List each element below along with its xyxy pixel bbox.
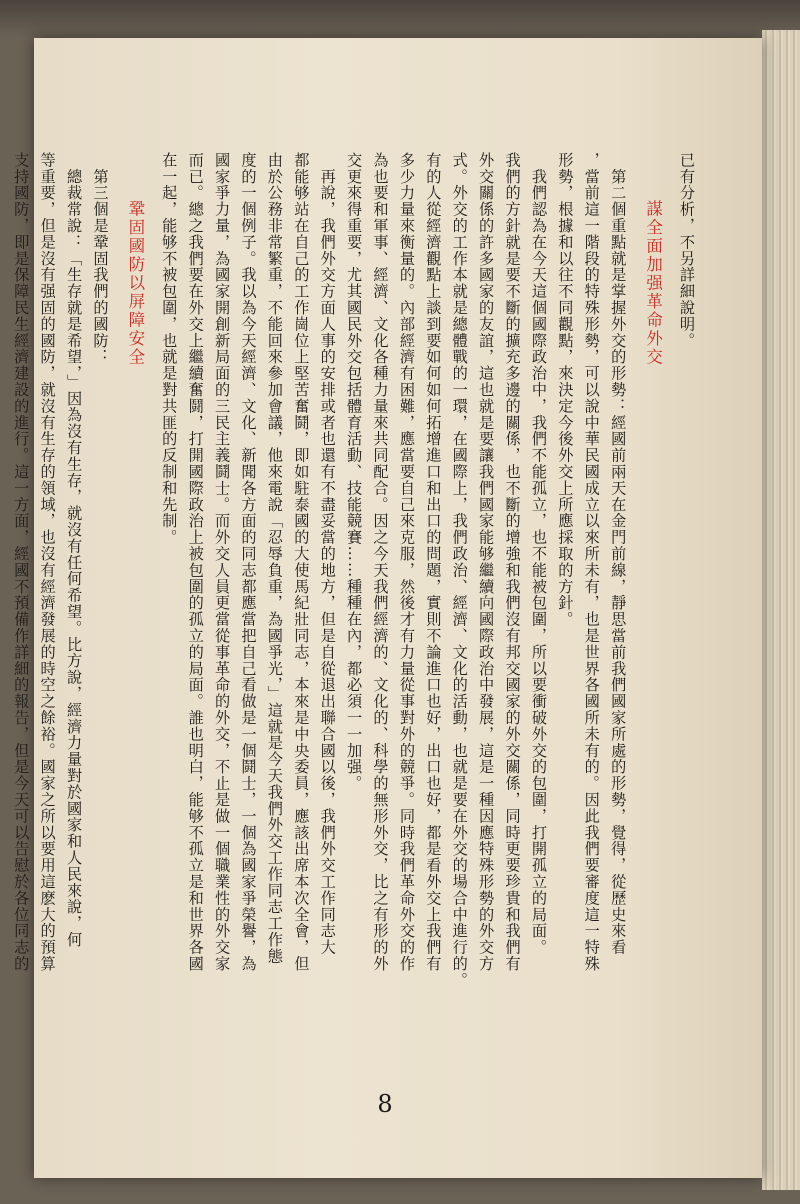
book-page-edges <box>762 30 800 1190</box>
text-column: 為也要和軍事、經濟、文化各種力量來共同配合。因之今天我們經濟的、文化的、科學的無形外交，比之有形的外 <box>371 152 390 972</box>
background-shadow <box>0 0 800 38</box>
section-heading: 謀全面加强革命外交 <box>643 200 663 367</box>
text-column: 由於公務非常繁重，不能回來參加會議，他來電說「忍辱負重，為國爭光，」這就是今天我們外交工作同志工作態 <box>265 152 284 965</box>
section-heading: 鞏固國防以屏障安全 <box>125 200 145 367</box>
text-column: 在一起，能够不被包圍，也就是對共匪的反制和先制。 <box>160 152 179 546</box>
text-column: 總裁常說：「生存就是希望，」因為沒有生存，就沒有任何希望。比方說，經濟力量對於國家和人民來說，何 <box>65 152 84 948</box>
text-column: 度的一個例子。我以為今天經濟、文化、新聞各方面的同志都應當把自己看做是一個鬪士，一個為國家爭榮譽，為 <box>239 152 258 972</box>
text-column: 都能够站在自己的工作崗位上堅苦奮鬪，即如駐泰國的大使馬紀壯同志，本來是中央委員，應該出席本次全會，但 <box>292 152 311 972</box>
text-column: 我們認為在今天這個國際政治中，我們不能孤立，也不能被包圍，所以要衝破外交的包圍，打開孤立的局面。 <box>529 152 548 956</box>
text-column: 有的人從經濟觀點上談到要如何如何拓增進口和出口的問題，實則不論進口也好，出口也好，都是看外交上我們有 <box>424 152 443 972</box>
page-number: 8 <box>377 1090 393 1118</box>
text-column: 多少力量來衡量的。內部經濟有困難，應當要自己來克服，然後才有力量從事對外的競爭。同時我們革命外交的作 <box>397 152 416 972</box>
text-column: 等重要，但是沒有强固的國防，就沒有生存的領域，也沒有經濟發展的時空之餘裕。國家之所以要用這麽大的預算 <box>38 152 57 972</box>
text-column: 已有分析，不另詳細說明。 <box>678 152 696 349</box>
text-column: 國家爭力量，為國家開創新局面的三民主義鬪士。而外交人員更當從事革命的外交，不止是做一個職業性的外交家 <box>213 152 232 972</box>
text-column: 我們的方針就是要不斷的擴充多邊的關係，也不斷的增強和我們沒有邦交國家的外交關係，同時更要珍貴和我們有 <box>503 152 522 972</box>
text-column: 第二個重點就是掌握外交的形勢：經國前兩天在金門前線，靜思當前我們國家所處的形勢，覺得，從歷史來看 <box>609 152 628 956</box>
vertical-text-body <box>12 152 700 989</box>
text-column: 而已。總之我們要在外交上繼續奮鬪，打開國際政治上被包圍的孤立的局面。誰也明白，能够不孤立是和世界各國 <box>186 152 205 972</box>
text-column: ，當前這一階段的特殊形勢，可以說中華民國成立以來所未有，也是世界各國所未有的。因此我們要審度這一特殊 <box>582 152 601 972</box>
text-column: 支持國防，即是保障民生經濟建設的進行。這一方面，經國不預備作詳細的報告，但是今天可以告慰於各位同志的 <box>12 152 31 972</box>
text-column: 第三個是鞏固我們的國防： <box>91 152 110 366</box>
text-column: 交更來得重要，尤其國民外交包括體育活動、技能競賽……種種在內，都必須一一加强。 <box>345 152 364 792</box>
text-column: 外交關係的許多國家的友誼，這也就是要讓我們國家能够繼續向國際政治中發展，這是一種因應特殊形勢的外交方 <box>477 152 496 972</box>
text-column: 式。外交的工作本就是總體戰的一環，在國際上，我們政治、經濟、文化的活動，也就是要在外交的場合中進行的。 <box>450 152 469 989</box>
text-column: 形勢，根據和以往不同觀點，來決定今後外交上所應採取的方針。 <box>556 152 575 628</box>
text-column: 再說，我們外交方面人事的安排或者也還有不盡妥當的地方，但是自從退出聯合國以後，我們外交工作同志大 <box>318 152 337 956</box>
